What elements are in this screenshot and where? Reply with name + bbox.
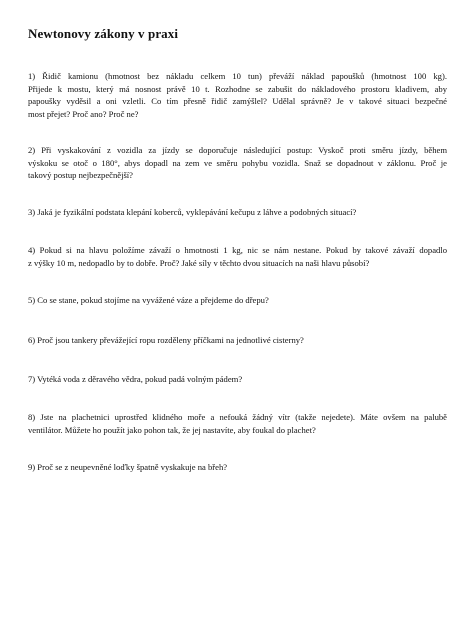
question-4-line-2: z výšky 10 m, nedopadlo by to dobře. Proč? Jaké síly v těchto dvou situacích na naši hlavu působí? — [28, 257, 370, 268]
question-6-line-1: 6) Proč jsou tankery převážející ropu rozděleny příčkami na jednotlivé cisterny? — [28, 335, 304, 345]
document-title: Newtonovy zákony v praxi — [28, 26, 179, 41]
question-1-line-3: papoušky vyděsil a oni vzletli. Co tím přesně řidič zamýšlel? Udělal správně? Je v takové situaci bezpečné — [28, 96, 447, 107]
question-2 — [28, 144, 447, 182]
question-7 — [28, 373, 447, 386]
question-3 — [28, 206, 447, 219]
question-5-line-1: 5) Co se stane, pokud stojíme na vyvážené váze a přejdeme do dřepu? — [28, 295, 269, 305]
question-4 — [28, 244, 447, 269]
question-7-line-1: 7) Vytéká voda z děravého vědra, pokud padá volným pádem? — [28, 374, 243, 384]
question-9 — [28, 461, 447, 474]
question-1-line-1: 1) Řidič kamionu (hmotnost bez nákladu celkem 10 tun) převáží náklad papoušků (hmotnost 100 kg). — [28, 71, 447, 81]
question-3-line-1: 3) Jaká je fyzikální podstata klepání koberců, vyklepávání kečupu z láhve a podobných situací? — [28, 207, 357, 217]
question-8 — [28, 411, 447, 436]
question-2-line-3: takový postup nejbezpečnější? — [28, 170, 134, 181]
question-8-line-2: ventilátor. Můžete ho použít jako pohon tak, že jej nastavíte, aby foukal do plachet? — [28, 424, 316, 435]
question-5 — [28, 294, 447, 307]
question-6 — [28, 334, 447, 347]
question-1-line-4: most přejet? Proč ano? Proč ne? — [28, 108, 139, 119]
question-9-line-1: 9) Proč se z neupevněné loďky špatně vyskakuje na břeh? — [28, 462, 228, 472]
question-2-line-1: 2) Při vyskakování z vozidla za jízdy se doporučuje následující postup: Vyskoč proti směru jízdy, během — [28, 145, 447, 155]
question-8-line-1: 8) Jste na plachetnici uprostřed klidného moře a nefouká žádný vítr (takže nejedete). Máte ovšem na palubě — [28, 412, 447, 422]
question-1 — [28, 70, 447, 120]
question-4-line-1: 4) Pokud si na hlavu položíme závaží o hmotnosti 1 kg, nic se nám nestane. Pokud by takové závaží dopadlo — [28, 245, 447, 255]
question-2-line-2: výskoku se otoč o 180°, abys dopadl na zem ve směru pohybu vozidla. Snaž se dopadnout v záklonu. Proč je — [28, 157, 447, 168]
question-1-line-2: Přijede k mostu, který má nosnost právě 10 t. Rozhodne se zabušit do nákladového prostoru kladivem, aby — [28, 83, 447, 94]
